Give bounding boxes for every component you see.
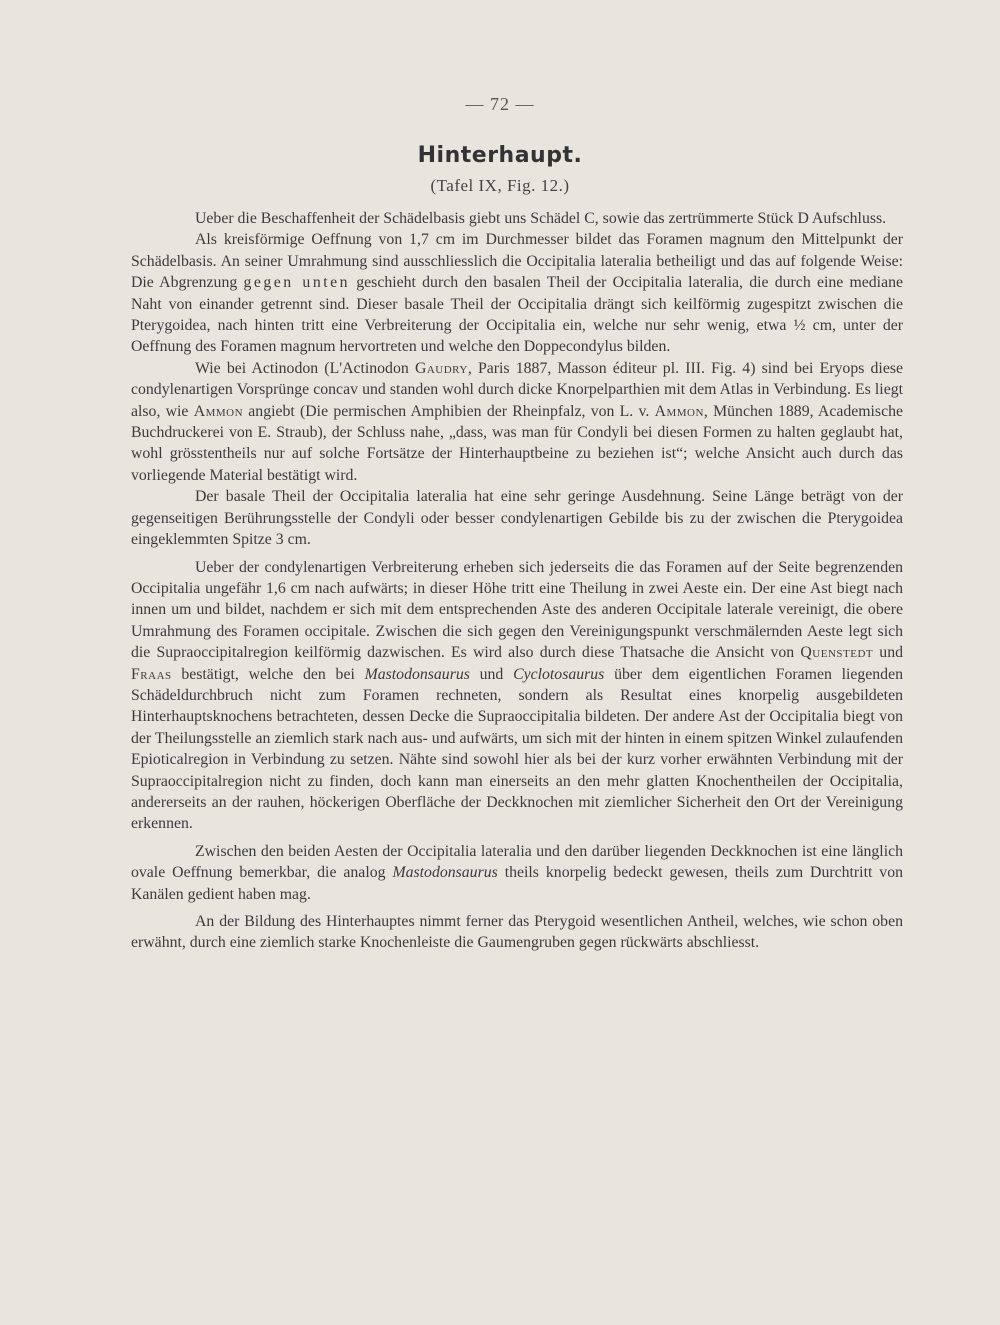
paragraph-text-segment: und bbox=[469, 665, 514, 683]
paragraph-text-segment: Wie bei Actinodon (L'Actinodon bbox=[195, 359, 415, 377]
paragraph-p6 bbox=[131, 841, 903, 905]
paragraph-text-segment: , München 1889, Academische Buchdruckerei von E. Straub), der Schluss nahe, „dass, was man für Condyli bei diesen Formen zu halten geglaubt hat, wohl grösstentheils nur auf solche Fortsätze der Hinterhauptbeine zu beziehen ist“; welche Ansicht auch durch das vorliegende Material bestätigt wird. bbox=[131, 402, 904, 484]
paragraph-p2 bbox=[131, 229, 903, 357]
page-number: — 72 — bbox=[465, 94, 535, 114]
plate-reference: (Tafel IX, Fig. 12.) bbox=[430, 176, 570, 195]
paragraph-text-segment: Mastodonsaurus bbox=[392, 864, 498, 882]
paragraph-text-segment: bestätigt, welche den bei bbox=[171, 665, 365, 683]
paragraph-text-segment: Zwischen den beiden Aesten der Occipitalia lateralia und den darüber liegenden Deckknochen ist eine länglich ovale Oeffnung bemerkbar, die analog bbox=[131, 842, 903, 882]
paragraph-text-segment: , Paris 1887, Masson éditeur pl. III. Fig. 4) sind bei Eryops diese condylenartigen Vorsprünge concav und standen wohl durch dicke Knorpelparthien mit dem Atlas in Verbindung. Es liegt also, wie bbox=[131, 359, 903, 420]
paragraph-p3 bbox=[131, 358, 903, 486]
paragraph-p4 bbox=[131, 486, 903, 550]
paragraph-text-segment: Als kreisförmige Oeffnung von 1,7 cm im Durchmesser bildet das Foramen magnum den Mittelpunkt der Schädelbasis. An seiner Umrahmung sind ausschliesslich die Occipitalia lateralia betheiligt und das auf folgende Weise: Die Abgrenzung bbox=[131, 231, 903, 292]
body-text bbox=[131, 208, 903, 954]
paragraph-text-segment: theils knorpelig bedeckt gewesen, theils zum Durchtritt von Kanälen gedient haben mag. bbox=[131, 864, 903, 903]
paragraph-text-segment: Der basale Theil der Occipitalia lateralia hat eine sehr geringe Ausdehnung. Seine Länge beträgt von der gegenseitigen Berührungsstelle der Condyli oder besser condylenartigen Gebilde bis zu der zwischen die Pterygoidea eingeklemmten Spitze 3 cm. bbox=[131, 488, 903, 549]
paragraph-text-segment: Gaudry bbox=[414, 359, 468, 377]
paragraph-text-segment: Ueber die Beschaffenheit der Schädelbasis giebt uns Schädel C, sowie das zertrümmerte Stück D Aufschluss. bbox=[195, 210, 887, 227]
paragraph-text-segment: über dem eigentlichen Foramen liegenden Schädeldurchbruch nicht zum Foramen rechneten, sondern als Resultat eines knorpelig ausgebildeten Hinterhauptsknochens betrachteten, dessen Decke die Supraoccipitalia bildeten. Der andere Ast der Occipitalia biegt von der Theilungsstelle an ziemlich stark nach aus- und aufwärts, um sich mit der hinten in einem spitzen Winkel zulaufenden Epioticalregion in Verbindung zu setzen. Nähte sind sowohl hier als bei der kurz vorher erwähnten Verbindung mit der Supraoccipitalregion nicht zu finden, doch kann man einerseits an den mehr glatten Knochentheilen der Occipitalia, andererseits an der rauhen, höckerigen Oberfläche der Deckknochen mit ziemlicher Sicherheit den Ort der Vereinigung erkennen. bbox=[131, 665, 903, 833]
paragraph-text-segment: Mastodonsaurus bbox=[364, 665, 470, 683]
paragraph-text-segment: Ammon bbox=[193, 402, 244, 420]
paragraph-text-segment: An der Bildung des Hinterhauptes nimmt ferner das Pterygoid wesentlichen Antheil, welches, wie schon oben erwähnt, durch eine ziemlich starke Knochenleiste die Gaumengruben gegen rückwärts abschliesst. bbox=[131, 913, 903, 952]
paragraph-p1 bbox=[131, 208, 903, 229]
paragraph-p5 bbox=[131, 557, 903, 835]
paragraph-text-segment: und bbox=[873, 644, 903, 662]
paragraph-text-segment: angiebt (Die permischen Amphibien der Rheinpfalz, von L. v. bbox=[243, 402, 655, 420]
paragraph-p7 bbox=[131, 911, 903, 954]
paragraph-text-segment: geschieht durch den basalen Theil der Occipitalia lateralia, die durch eine mediane Naht von einander getrennt sind. Dieser basale Theil der Occipitalia drängt sich keilförmig zugespitzt zwischen die Pterygoidea, nach hinten tritt eine Verbreiterung der Occipitalia ein, welche nur sehr wenig, etwa ½ cm, unter der Oeffnung des Foramen magnum hervortreten und welche den Doppecondylus bilden. bbox=[131, 274, 903, 356]
paragraph-text-segment: Ueber der condylenartigen Verbreiterung erheben sich jederseits die das Foramen auf der Seite begrenzenden Occipitalia ungefähr 1,6 cm nach aufwärts; in dieser Höhe tritt eine Theilung in zwei Aeste ein. Der eine Ast biegt nach innen um und bildet, nachdem er sich mit dem entsprechenden Aste des anderen Occipitale laterale vereinigt, die obere Umrahmung des Foramen occipitale. Zwischen die sich gegen den Vereinigungspunkt verschmälernden Aeste legt sich die Supraoccipitalregion keilförmig dazwischen. Es wird also durch diese Thatsache die Ansicht von bbox=[131, 558, 903, 662]
section-title: Hinterhaupt. bbox=[417, 143, 583, 168]
paragraph-text-segment: Cyclotosaurus bbox=[513, 665, 605, 683]
paragraph-text-segment: Fraas bbox=[131, 665, 172, 683]
paragraph-text-segment: gegen unten bbox=[243, 274, 351, 292]
paragraph-text-segment: Ammon bbox=[654, 402, 704, 420]
paragraph-text-segment: Quenstedt bbox=[800, 644, 874, 662]
